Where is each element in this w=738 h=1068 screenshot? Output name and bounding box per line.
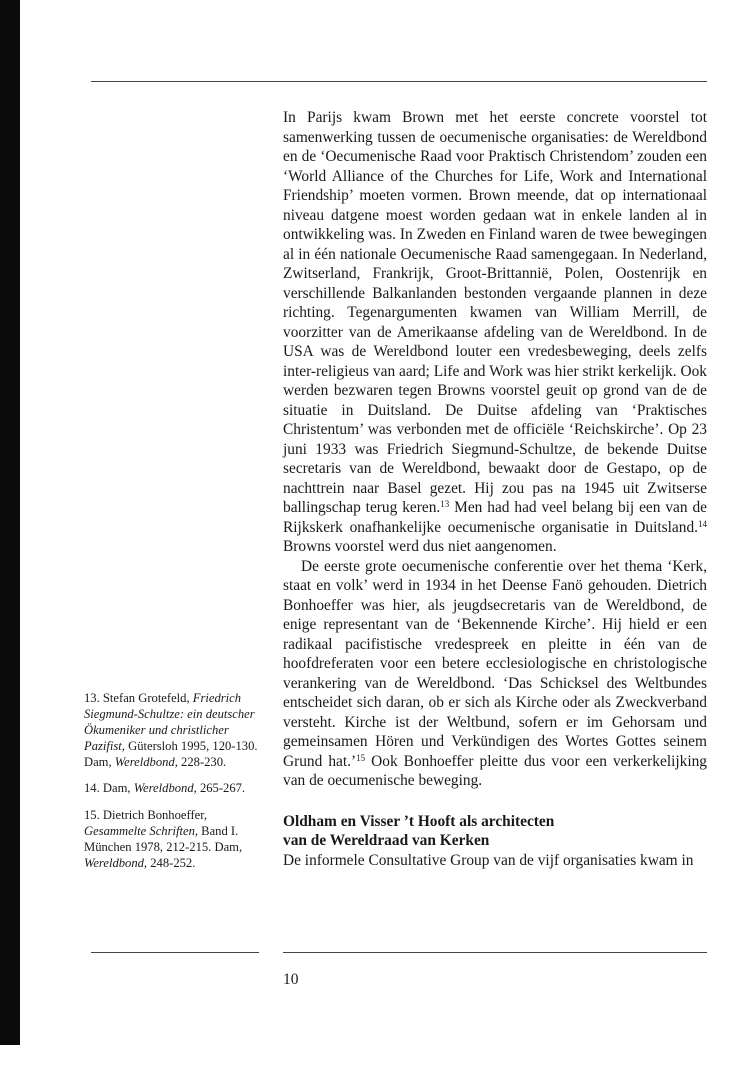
footnote-ref-15: 15	[356, 752, 366, 763]
paragraph-1-end: Browns voorstel werd dus niet aangenomen.	[283, 538, 557, 555]
footnote-15-ref-author: Dam,	[214, 839, 243, 854]
footnote-ref-14: 14	[698, 518, 707, 529]
section-heading-line-1: Oldham en Visser ’t Hooft als architecten	[283, 812, 555, 830]
footnote-15-details: Band I. München 1978, 212-215.	[84, 823, 239, 854]
paragraph-3: De informele Consultative Group van de vijf organisaties kwam in	[283, 851, 694, 869]
footnote-14-ref-pages: 265-267.	[199, 781, 246, 796]
footnote-13-details: Gütersloh 1995, 120-130.	[128, 739, 258, 754]
footnotes-column	[84, 690, 260, 881]
paragraph-2	[283, 557, 707, 791]
footnote-15-ref-title: Wereldbond,	[84, 855, 148, 870]
footnote-13-ref-author: Dam,	[84, 755, 112, 770]
page-edge-bar	[0, 0, 20, 1045]
footnote-13	[84, 690, 260, 770]
footer-rule	[283, 952, 707, 953]
footnote-13-author: Stefan Grotefeld,	[102, 691, 190, 705]
footnote-13-ref-pages: 228-230.	[181, 755, 227, 770]
section-heading-line-2: van de Wereldraad van Kerken	[283, 832, 490, 849]
footnote-14-number: 14.	[84, 781, 100, 796]
page-number: 10	[283, 971, 299, 988]
footnote-15-ref-pages: 248-252.	[150, 855, 196, 870]
paragraph-1-continued: Men had had veel belang bij een van de Rijkskerk onafhankelijke oecumenische organisatie in Duitsland.	[283, 499, 707, 536]
footnote-ref-13: 13	[440, 499, 450, 509]
footnote-13-title: Friedrich Siegmund-Schultze: ein deutscher Ökumeniker und christlicher Pazifist,	[84, 691, 255, 754]
footnote-15-title: Gesammelte Schriften,	[84, 823, 199, 838]
footnote-13-ref-title: Wereldbond,	[114, 755, 178, 770]
footnotes-rule	[91, 952, 259, 953]
header-rule	[91, 81, 707, 82]
footnote-15-number: 15.	[84, 807, 100, 822]
paragraph-2-end: Ook Bonhoeffer pleitte dus voor een verkerkelijking van de oecumenische beweging.	[283, 752, 708, 789]
paragraph-1-text: In Parijs kwam Brown met het eerste concrete voorstel tot samenwerking tussen de oecumenische organisaties: de Wereldbond en de ‘Oecumenische Raad voor Praktisch Christendom’ zouden een ‘World Alliance of the Churches for Life, Work and International Friendship’ moeten vormen. Brown meende, dat op internationaal niveau datgene moest worden gedaan wat in enkele landen al in ontwikkeling was. In Zweden en Finland waren de twee bewegingen al in één nationale Oecumenische Raad samengegaan. In Nederland, Zwitserland, Frankrijk, Groot-Brittannië, Polen, Oostenrijk en verschillende Balkanlanden bestonden vergaande plannen in deze richting. Tegenargumenten kwamen van William Merrill, de voorzitter van de Amerikaanse afdeling van de Wereldbond. In de USA was de Wereldbond louter een vredesbeweging, deels zelfs inter-religieus van aard; Life and Work was hier strikt kerkelijk. Ook werden bezwaren tegen Browns voorstel geuit op grond van de de situatie in Duitsland. De Duitse afdeling van ‘Praktisches Christentum’ was verbonden met de officiële ‘Reichskirche’. Op 23 juni 1933 was Friedrich Siegmund-Schultze, de bekende Duitse secretaris van de Wereldbond, bewaakt door de Gestapo, op de nachttrein naar Basel gezet. Hij zou pas na 1945 uit Zwitserse ballingschap terug keren.	[283, 109, 707, 516]
footnote-14-ref-title: Wereldbond,	[133, 781, 197, 796]
main-text-column	[283, 108, 707, 870]
paragraph-1	[283, 108, 707, 557]
paragraph-2-text: De eerste grote oecumenische conferentie over het thema ‘Kerk, staat en volk’ werd in 1934 in het Deense Fanö gehouden. Dietrich Bonhoeffer was hier, als jeugdsecretaris van de Wereldbond, de enige representant van de ‘Bekennende Kirche’. Hij hield er een radikaal pacifistische vredespreek en pleitte in één van de hoofdreferaten voor een betere ecclesiologische en christologische verankering van de Wereldbond. ‘Das Schicksel des Weltbundes entscheidet sich daran, ob er sich als Kirche oder als Zweckverband versteht. Kirche ist der Weltbund, sofern er im Gehorsam und gemeinsamen Hören und Verkündigen des Wortes Gottes seinem Grund hat.’	[283, 557, 707, 770]
footnote-13-number: 13.	[84, 691, 100, 705]
footnote-14-ref-author: Dam,	[102, 781, 131, 796]
footnote-15	[84, 807, 260, 871]
footnote-14	[84, 780, 260, 796]
footnote-15-author: Dietrich Bonhoeffer,	[102, 807, 208, 822]
